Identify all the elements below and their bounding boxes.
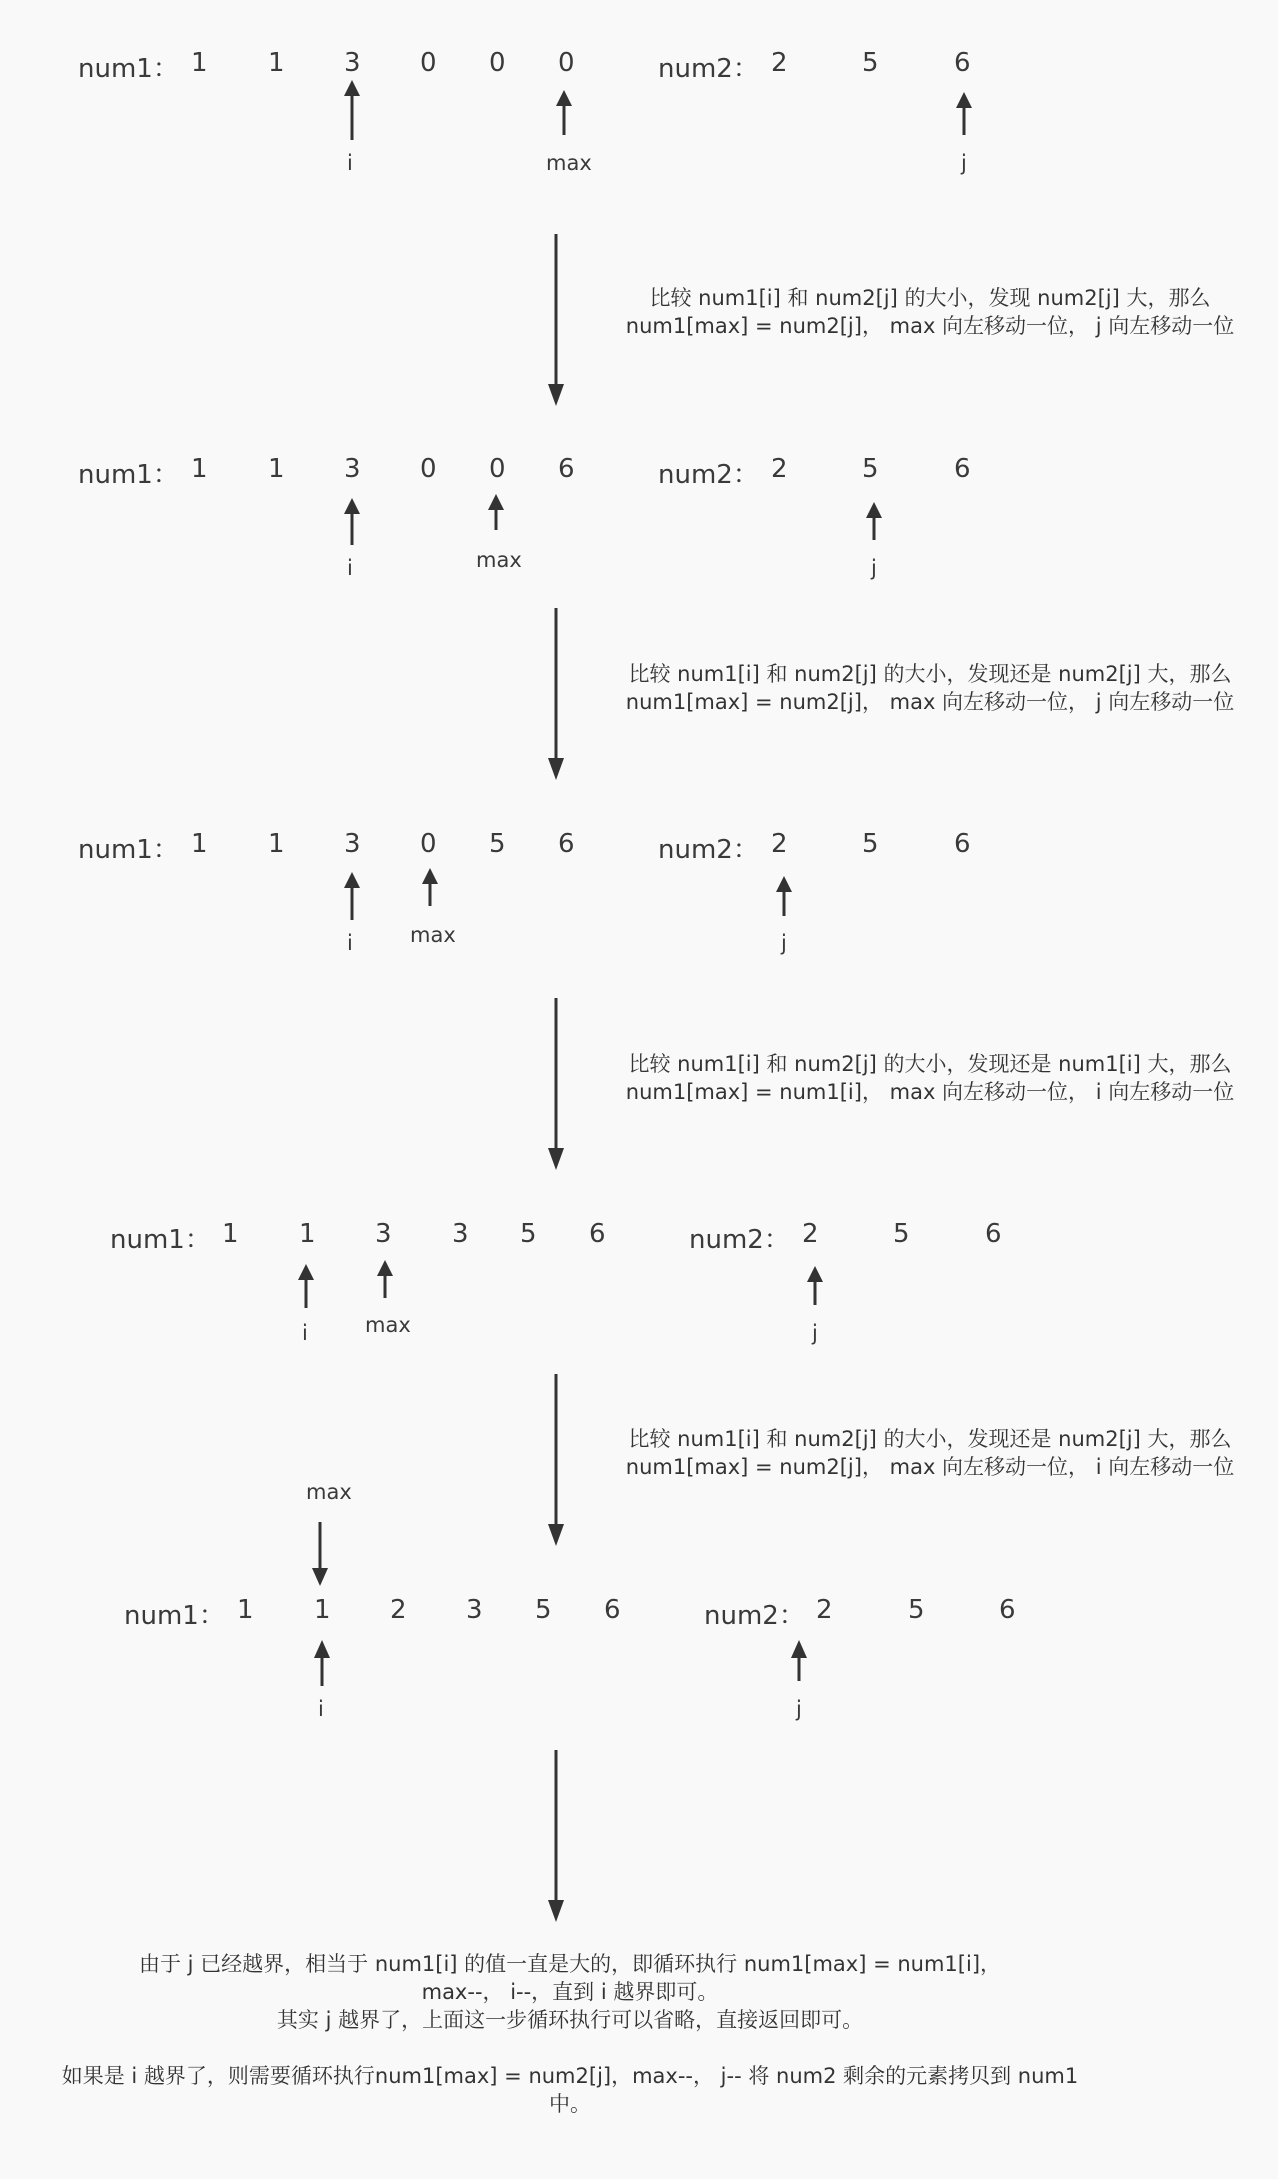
pointer-j-label: j	[781, 931, 787, 955]
pointer-i-label: i	[318, 1697, 324, 1721]
num1-cell: 5	[489, 829, 506, 859]
pointer-max-label: max	[546, 151, 592, 175]
num1-cell: 3	[375, 1219, 392, 1249]
num2-cell: 5	[893, 1219, 910, 1249]
step-2-description	[590, 660, 1270, 716]
num1-cell: 0	[420, 48, 437, 78]
description-line: 比较 num1[i] 和 num2[j] 的大小，发现还是 num1[i] 大，那么	[628, 1052, 1232, 1076]
description-line: 比较 num1[i] 和 num2[j] 的大小，发现 num2[j] 大，那么	[649, 286, 1211, 310]
num1-cell: 1	[191, 48, 208, 78]
pointer-j-label: j	[871, 556, 877, 580]
num1-label: num1：	[78, 835, 179, 865]
footer-spacer	[40, 2034, 1100, 2062]
num1-cell: 0	[489, 454, 506, 484]
num1-label: num1：	[78, 54, 179, 84]
num2-cell: 2	[771, 829, 788, 859]
num2-cell: 2	[802, 1219, 819, 1249]
num2-cell: 2	[771, 454, 788, 484]
pointer-max-label: max	[410, 923, 456, 947]
num2-cell: 5	[862, 454, 879, 484]
num1-cell: 6	[589, 1219, 606, 1249]
num1-cell: 0	[489, 48, 506, 78]
pointer-j-label: j	[961, 151, 967, 175]
num2-cell: 6	[954, 48, 971, 78]
num1-cell: 6	[604, 1595, 621, 1625]
footer-line: 中。	[549, 2092, 591, 2116]
num2-label: num2：	[658, 54, 759, 84]
step-3-description	[590, 1050, 1270, 1106]
num1-cell: 5	[535, 1595, 552, 1625]
num2-cell: 5	[862, 829, 879, 859]
num2-label: num2：	[689, 1225, 790, 1255]
footer-line: 如果是 i 越界了，则需要循环执行num1[max] = num2[j]，max--， j-- 将 num2 剩余的元素拷贝到 num1	[61, 2064, 1079, 2088]
num1-cell: 1	[268, 829, 285, 859]
pointer-i-label: i	[302, 1321, 308, 1345]
num1-cell: 5	[520, 1219, 537, 1249]
pointer-j-label: j	[796, 1697, 802, 1721]
pointer-max-label: max	[365, 1313, 411, 1337]
num1-label: num1：	[110, 1225, 211, 1255]
num1-cell: 1	[191, 829, 208, 859]
num1-cell: 1	[237, 1595, 254, 1625]
num1-label: num1：	[78, 460, 179, 490]
num2-cell: 6	[999, 1595, 1016, 1625]
step4-pointers	[298, 1260, 823, 1308]
num1-cell: 1	[268, 454, 285, 484]
description-line: 比较 num1[i] 和 num2[j] 的大小，发现还是 num2[j] 大，那么	[628, 1427, 1232, 1451]
pointer-i-label: i	[347, 556, 353, 580]
num1-cell: 3	[452, 1219, 469, 1249]
num2-label: num2：	[704, 1601, 805, 1631]
step3-pointers	[344, 868, 792, 920]
num2-label: num2：	[658, 460, 759, 490]
step-1-description	[590, 284, 1270, 340]
num1-cell: 0	[558, 48, 575, 78]
num2-cell: 6	[985, 1219, 1002, 1249]
pointer-j-label: j	[812, 1321, 818, 1345]
footer-line: 由于 j 已经越界，相当于 num1[i] 的值一直是大的，即循环执行 num1[max] = num1[i]，	[138, 1952, 1002, 1976]
num2-label: num2：	[658, 835, 759, 865]
description-line: num1[max] = num2[j]， max 向左移动一位， j 向左移动一位	[625, 314, 1235, 338]
num1-cell: 6	[558, 829, 575, 859]
num2-cell: 5	[908, 1595, 925, 1625]
footer-explanation	[40, 1950, 1100, 2118]
num2-cell: 2	[816, 1595, 833, 1625]
num2-cell: 6	[954, 454, 971, 484]
description-line: num1[max] = num2[j]， max 向左移动一位， i 向左移动一位	[625, 1455, 1235, 1479]
num1-cell: 0	[420, 454, 437, 484]
num1-label: num1：	[124, 1601, 225, 1631]
step-4-description	[590, 1425, 1270, 1481]
pointer-i-label: i	[347, 931, 353, 955]
num2-cell: 5	[862, 48, 879, 78]
num1-cell: 1	[191, 454, 208, 484]
footer-line: 其实 j 越界了，上面这一步循环执行可以省略，直接返回即可。	[276, 2008, 864, 2032]
num1-cell: 1	[314, 1595, 331, 1625]
num2-cell: 6	[954, 829, 971, 859]
description-line: num1[max] = num2[j]， max 向左移动一位， j 向左移动一位	[625, 690, 1235, 714]
num1-cell: 1	[222, 1219, 239, 1249]
num1-cell: 6	[558, 454, 575, 484]
num1-cell: 1	[268, 48, 285, 78]
pointer-max-label: max	[306, 1480, 352, 1504]
footer-line: max--， i--，直到 i 越界即可。	[421, 1980, 719, 2004]
description-line: 比较 num1[i] 和 num2[j] 的大小，发现还是 num2[j] 大，那么	[628, 662, 1232, 686]
num1-cell: 2	[390, 1595, 407, 1625]
pointer-i-label: i	[347, 151, 353, 175]
pointer-max-label: max	[476, 548, 522, 572]
num1-cell: 3	[344, 48, 361, 78]
num1-cell: 3	[344, 454, 361, 484]
description-line: num1[max] = num1[i]， max 向左移动一位， i 向左移动一位	[625, 1080, 1235, 1104]
flow-arrows	[548, 234, 564, 1922]
num2-cell: 2	[771, 48, 788, 78]
step2-pointers	[344, 494, 882, 545]
num1-cell: 1	[299, 1219, 316, 1249]
step1-pointers	[344, 80, 972, 140]
num1-cell: 0	[420, 829, 437, 859]
num1-cell: 3	[466, 1595, 483, 1625]
num1-cell: 3	[344, 829, 361, 859]
